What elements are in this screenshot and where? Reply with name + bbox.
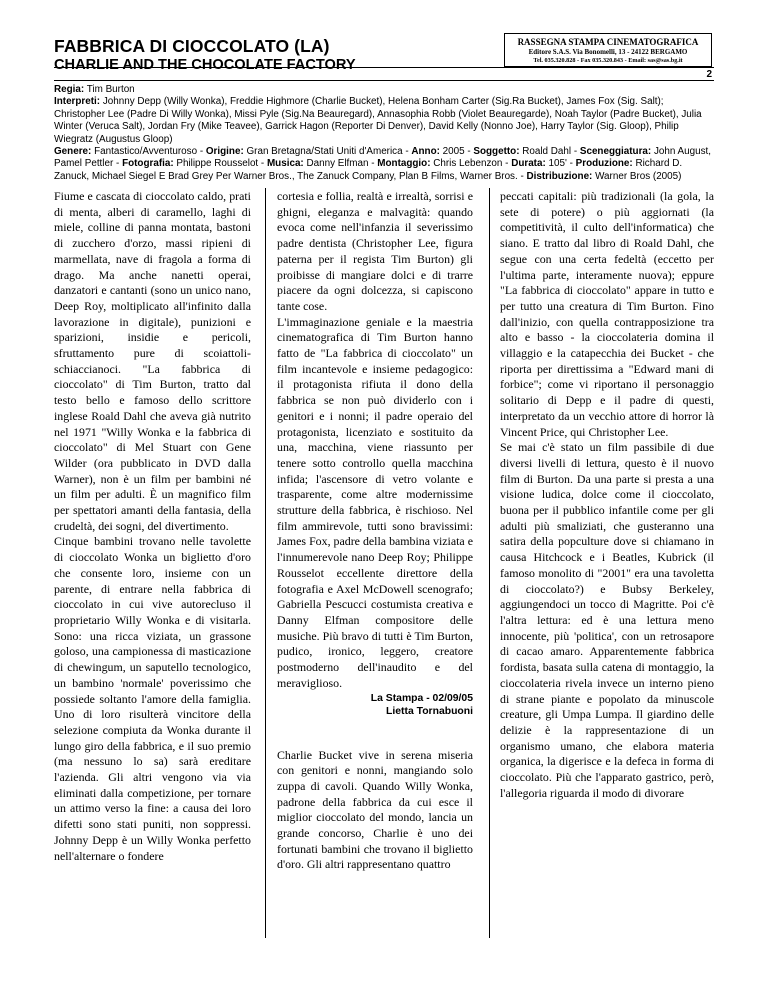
- header-rule: [54, 67, 714, 68]
- article2-paragraph-1-part-2: peccati capitali: più tradizionali (la gola, la sete di potere) o più aggiornati (la competitività, il culto dell'informatica) che siano. E tratto dal libro di Roald Dahl, che segue con una certa fedeltà (eccetto per l'ultima parte, interamente nuova); eppure "La fabbrica di cioccolato" appare in tutto e per tutto una creatura di Tim Burton. Fino dall'inizio, con quella contrapposizione tra alto e basso - la cioccolateria domina il villaggio e la catapecchia dei Bucket - che riporta per direttissima a "Edward mani di forbice"; come vi riportano il personaggio solitario di Depp e il padre di questi, interpretato da un vecchio attore di horror là Vincent Price, qui Christopher Lee.: [500, 189, 714, 439]
- credit-regia: Tim Burton: [84, 84, 135, 95]
- column-divider: [489, 188, 490, 938]
- credit-label-distribuzione: Distribuzione:: [526, 170, 593, 182]
- page-number: 2: [706, 69, 712, 80]
- film-title: FABBRICA DI CIOCCOLATO (LA): [54, 36, 330, 56]
- credit-produzione: Richard D. Zanuck, Michael Siegel E Brad Grey Per Warner Bros., The Zanuck Company, Plan B Films, Warner Bros. -: [54, 158, 683, 182]
- credit-fotografia: Philippe Rousselot -: [173, 158, 267, 170]
- publisher-address: Editore S.A.S. Via Bonomelli, 13 - 24122 BERGAMO: [528, 48, 688, 56]
- article2-paragraph-1-part-1: Charlie Bucket vive in serena miseria con genitori e nonni, mangiando solo zuppa di cavoli. Quando Willy Wonka, padrone della fabbrica da cui esce il miglior cioccolato del mondo, lancia un grande concorso, Charlie è uno dei fortunati bambini che trovano il biglietto d'oro. Gli altri rappresentano quattro: [277, 747, 473, 872]
- film-original-title: CHARLIE AND THE CHOCOLATE FACTORY: [54, 57, 356, 73]
- credit-label-regia: Regia:: [54, 84, 85, 95]
- credit-interpreti: Johnny Depp (Willy Wonka), Freddie Highmore (Charlie Bucket), Helena Bonham Carter (Sig.Ra Bucket), James Fox (Sig. Salt); Christopher Lee (Padre Di Willy Wonka), Missi Pyle (Sig.Na Beauregard), Annasophia Robb (Violet Beauregarde), Noah Taylor (Padre Bucket), Julia Winter (Veruca Salt), Jordan Fry (Mike Teavee), Garrick Hagon (Reporter Di Denver), David Kelly (Nonno Joe), Harry Taylor (Sig. Gloop), Philip Wiegratz (Augustus Gloop): [54, 96, 702, 145]
- column-divider: [265, 188, 266, 938]
- publisher-contacts: Tel. 035.320.828 - Fax 035.320.843 - Email: sas@sas.bg.it: [533, 57, 683, 64]
- article1-source: La Stampa - 02/09/05: [370, 692, 473, 704]
- article-column-1: [54, 189, 251, 864]
- credit-label-genere: Genere:: [54, 146, 92, 158]
- credit-label-durata: Durata:: [511, 158, 546, 170]
- credit-label-produzione: Produzione:: [575, 158, 633, 170]
- article1-author: Lietta Tornabuoni: [386, 705, 473, 717]
- credit-label-sceneggiatura: Sceneggiatura:: [579, 146, 652, 158]
- credit-durata: 105' -: [545, 158, 576, 170]
- credit-distribuzione: Warner Bros (2005): [592, 170, 682, 182]
- credit-soggetto: Roald Dahl -: [519, 146, 580, 158]
- credit-label-interpreti: Interpreti:: [54, 96, 101, 108]
- credit-origine: Gran Bretagna/Stati Uniti d'America -: [243, 146, 412, 158]
- credit-label-origine: Origine:: [205, 146, 244, 158]
- publisher-name: RASSEGNA STAMPA CINEMATOGRAFICA: [517, 37, 699, 47]
- credit-musica: Danny Elfman -: [303, 158, 378, 170]
- article-separator: [277, 718, 473, 748]
- film-credits: [54, 84, 715, 183]
- credit-label-soggetto: Soggetto:: [473, 146, 520, 158]
- article1-paragraph-1: Fiume e cascata di cioccolato caldo, prati di menta, alberi di caramello, laghi di miele, colline di panna montata, bastoni di zucchero d'orzo, massi ripieni di marmellata, nave di fragola a forma di drago. Ma anche nanetti operai, danzatori e cantanti (sono un unico nano, Deep Roy, moltiplicato all'infinito dalla lavorazione in digitale), punizioni e sparizioni, insidie e pericoli, sfruttamento pure di scoiattoli-schiaccianoci. "La fabbrica di cioccolato" di Tim Burton, tratto dal testo bello e famoso dello scrittore inglese Roald Dahl che aveva già nutrito nel 1971 "Willy Wonka e la fabbrica di cioccolato" di Mel Stuart con Gene Wilder (ora pubblicato in DVD dalla Warner), non è un film per bambini né un film per adulti. È un magnifico film per spettatori amanti della fantasia, della crudeltà, dei sogni, del divertimento.: [54, 189, 251, 533]
- credit-label-musica: Musica:: [266, 158, 304, 170]
- article-column-2: [277, 189, 473, 873]
- credit-sceneggiatura: John August, Pamel Pettler -: [54, 146, 712, 170]
- credit-label-anno: Anno:: [411, 146, 440, 158]
- article2-paragraph-2: Se mai c'è stato un film passibile di due diversi livelli di lettura, questo è il nuovo film di Burton. Da una parte si presta a una visione ludica, dolce come il cioccolato, buona per il pubblico infantile come per gli adulti più smaliziati, che gusteranno una satira della popculture dove si chiamano in causa Hitchcock e i Beatles, Kubrick (il famoso monolito di "2001" era una tavoletta di cioccolato?) e Bubsy Berkeley, aggiungendoci un tocco di Magritte. Poi c'è l'altra lettura: ed è una lettura meno innocente, più 'politica', con un retrosapore di cacao amaro. Apparentemente fabbrica fordista, basata sulla catena di montaggio, la cioccolateria rivela invece un interno pieno di strane piante e popolato da minuscole creature, gli Umpa Lumpa. Il giardino delle delizie è la rappresentazione di un organismo umano, che elabora materia organica, la digerisce e la defeca in forma di cioccolato. Più che l'apparato gastrico, però, l'allegoria riguarda il modo di divorare: [500, 440, 714, 800]
- article1-paragraph-3: L'immaginazione geniale e la maestria cinematografica di Tim Burton hanno fatto de "La fabbrica di cioccolato" un film incantevole e insieme pedagogico: il protagonista rifiuta il dono della fabbrica se non può dividerlo con i genitori e i nonni; il padre operaio del protagonista, licenziato e sostituito da una, macchina, viene riassunto per tenere sotto controllo quella macchina infida; l'ascensore di vetro volante e trasparente, come altre modernissime strutture della fabbrica, è rischioso. Nel film ammirevole, tutti sono bravissimi: James Fox, padre della bambina viziata e l'innumerevole nano Deep Roy; Philippe Rousselot eccellente direttore della fotografia e Axel McDowell scenografo; Gabriella Pescucci costumista creativa e Danny Elfman compositore delle musiche. Più bravo di tutti è Tim Burton, pudico, ironico, leggero, creatore postmoderno dell'inaudito e del meraviglioso.: [277, 314, 473, 690]
- article1-paragraph-2-part-1: Cinque bambini trovano nelle tavolette di cioccolato Wonka un biglietto d'oro che consente loro, insieme con un parente, di entrare nella fabbrica di cioccolato in cui vive autorecluso il proprietario Willy Wonka e di visitarla. Sono: una ricca viziata, un grassone goloso, una campionessa di masticazione di chewingum, un saputello tecnologico, un bambino 'normale' poverissimo che possiede soltanto l'amore della famiglia. Uno di loro risulterà vincitore della selezione compiuta da Wonka durante il lungo giro della fabbrica, e il suo premio (ma nessuno lo sa) sarà ereditare l'azienda. Gli altri vengono via via eliminati dalla competizione, per tornare un attimo verso la fine: a causa dei loro difetti sono stati puniti, non soppressi. Johnny Depp è un Willy Wonka perfetto nell'alternare o fondere: [54, 534, 251, 863]
- credit-label-montaggio: Montaggio:: [377, 158, 431, 170]
- credit-montaggio: Chris Lebenzon -: [430, 158, 512, 170]
- publisher-box: [504, 33, 712, 67]
- header-rule-bottom: [54, 80, 714, 81]
- credit-genere: Fantastico/Avventuroso -: [91, 146, 206, 158]
- credit-anno: 2005 -: [439, 146, 474, 158]
- credit-label-fotografia: Fotografia:: [122, 158, 174, 170]
- article-column-3: [500, 189, 714, 801]
- article1-paragraph-2-part-2: cortesia e follia, realtà e irrealtà, sorrisi e ghigni, eleganza e malvagità: quando evoca come nell'infanzia il severissimo padre dentista (Christopher Lee, figura paterna per il regista Tim Burton) gli proibisse di mangiare dolci e di trarre piacere da ogni dolcezza, si capiscono tante cose.: [277, 189, 473, 313]
